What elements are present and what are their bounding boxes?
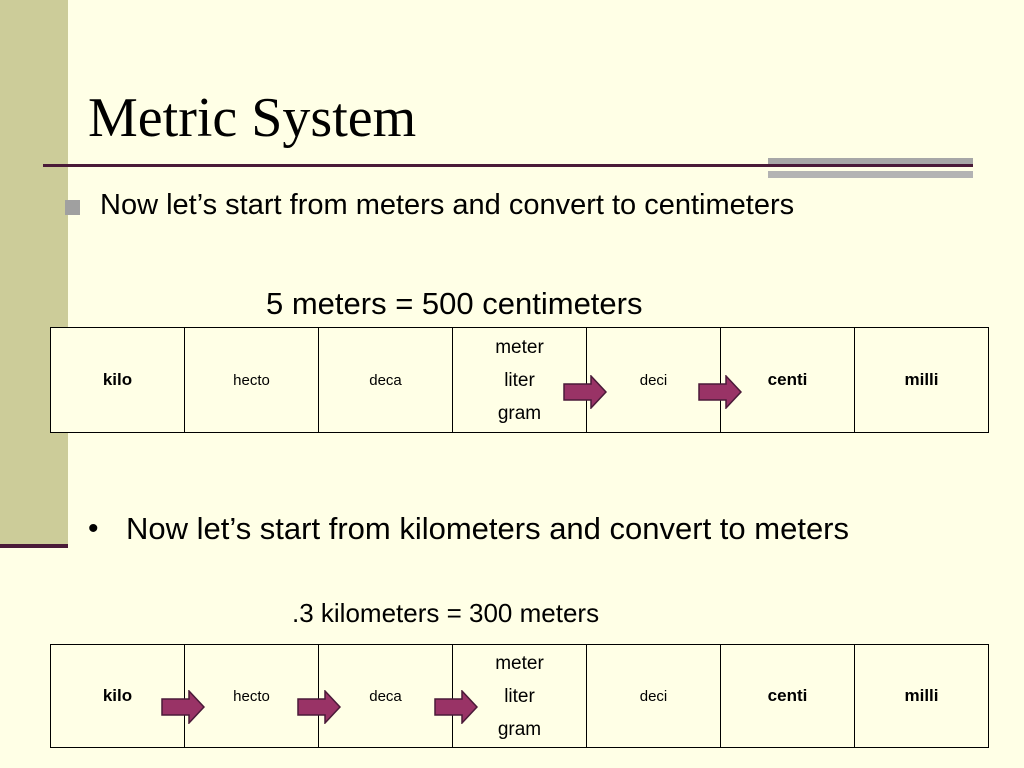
equation-1: 5 meters = 500 centimeters: [266, 286, 643, 321]
equation-2: .3 kilometers = 300 meters: [292, 598, 600, 628]
right-arrow-icon: [698, 375, 742, 409]
cell-deca: deca: [319, 328, 453, 433]
bullet-text-2: Now let’s start from kilometers and convert to meters: [126, 511, 850, 546]
base-unit-meter: meter: [495, 336, 544, 358]
right-arrow-icon: [297, 690, 341, 724]
right-arrow-icon: [563, 375, 607, 409]
slide-title: Metric System: [88, 87, 417, 149]
base-unit-meter: meter: [495, 652, 544, 674]
decor-bar-top: [768, 158, 973, 164]
cell-hecto: hecto: [185, 645, 319, 748]
cell-kilo: kilo: [51, 328, 185, 433]
base-unit-liter: liter: [504, 685, 535, 707]
right-arrow-icon: [434, 690, 478, 724]
cell-centi: centi: [721, 328, 855, 433]
right-arrow-icon: [161, 690, 205, 724]
square-bullet-icon: [65, 200, 80, 215]
table-row: [51, 328, 989, 433]
cell-centi: centi: [721, 645, 855, 748]
cell-deci: deci: [587, 645, 721, 748]
cell-milli: milli: [855, 645, 989, 748]
cell-deca: deca: [319, 645, 453, 748]
decor-bar-bottom: [768, 171, 973, 178]
title-underline: [43, 164, 973, 167]
cell-milli: milli: [855, 328, 989, 433]
cell-deci: deci: [587, 328, 721, 433]
cell-kilo: kilo: [51, 645, 185, 748]
bullet-text-1: Now let’s start from meters and convert to centimeters: [100, 189, 795, 221]
bullet-dot: •: [88, 512, 99, 545]
left-decor-stripe: [0, 0, 68, 545]
cell-hecto: hecto: [185, 328, 319, 433]
left-decor-rule: [0, 544, 68, 548]
base-unit-gram: gram: [497, 718, 542, 740]
base-unit-gram: gram: [497, 402, 542, 424]
prefix-table-1: [50, 327, 989, 433]
base-unit-liter: liter: [504, 369, 535, 391]
